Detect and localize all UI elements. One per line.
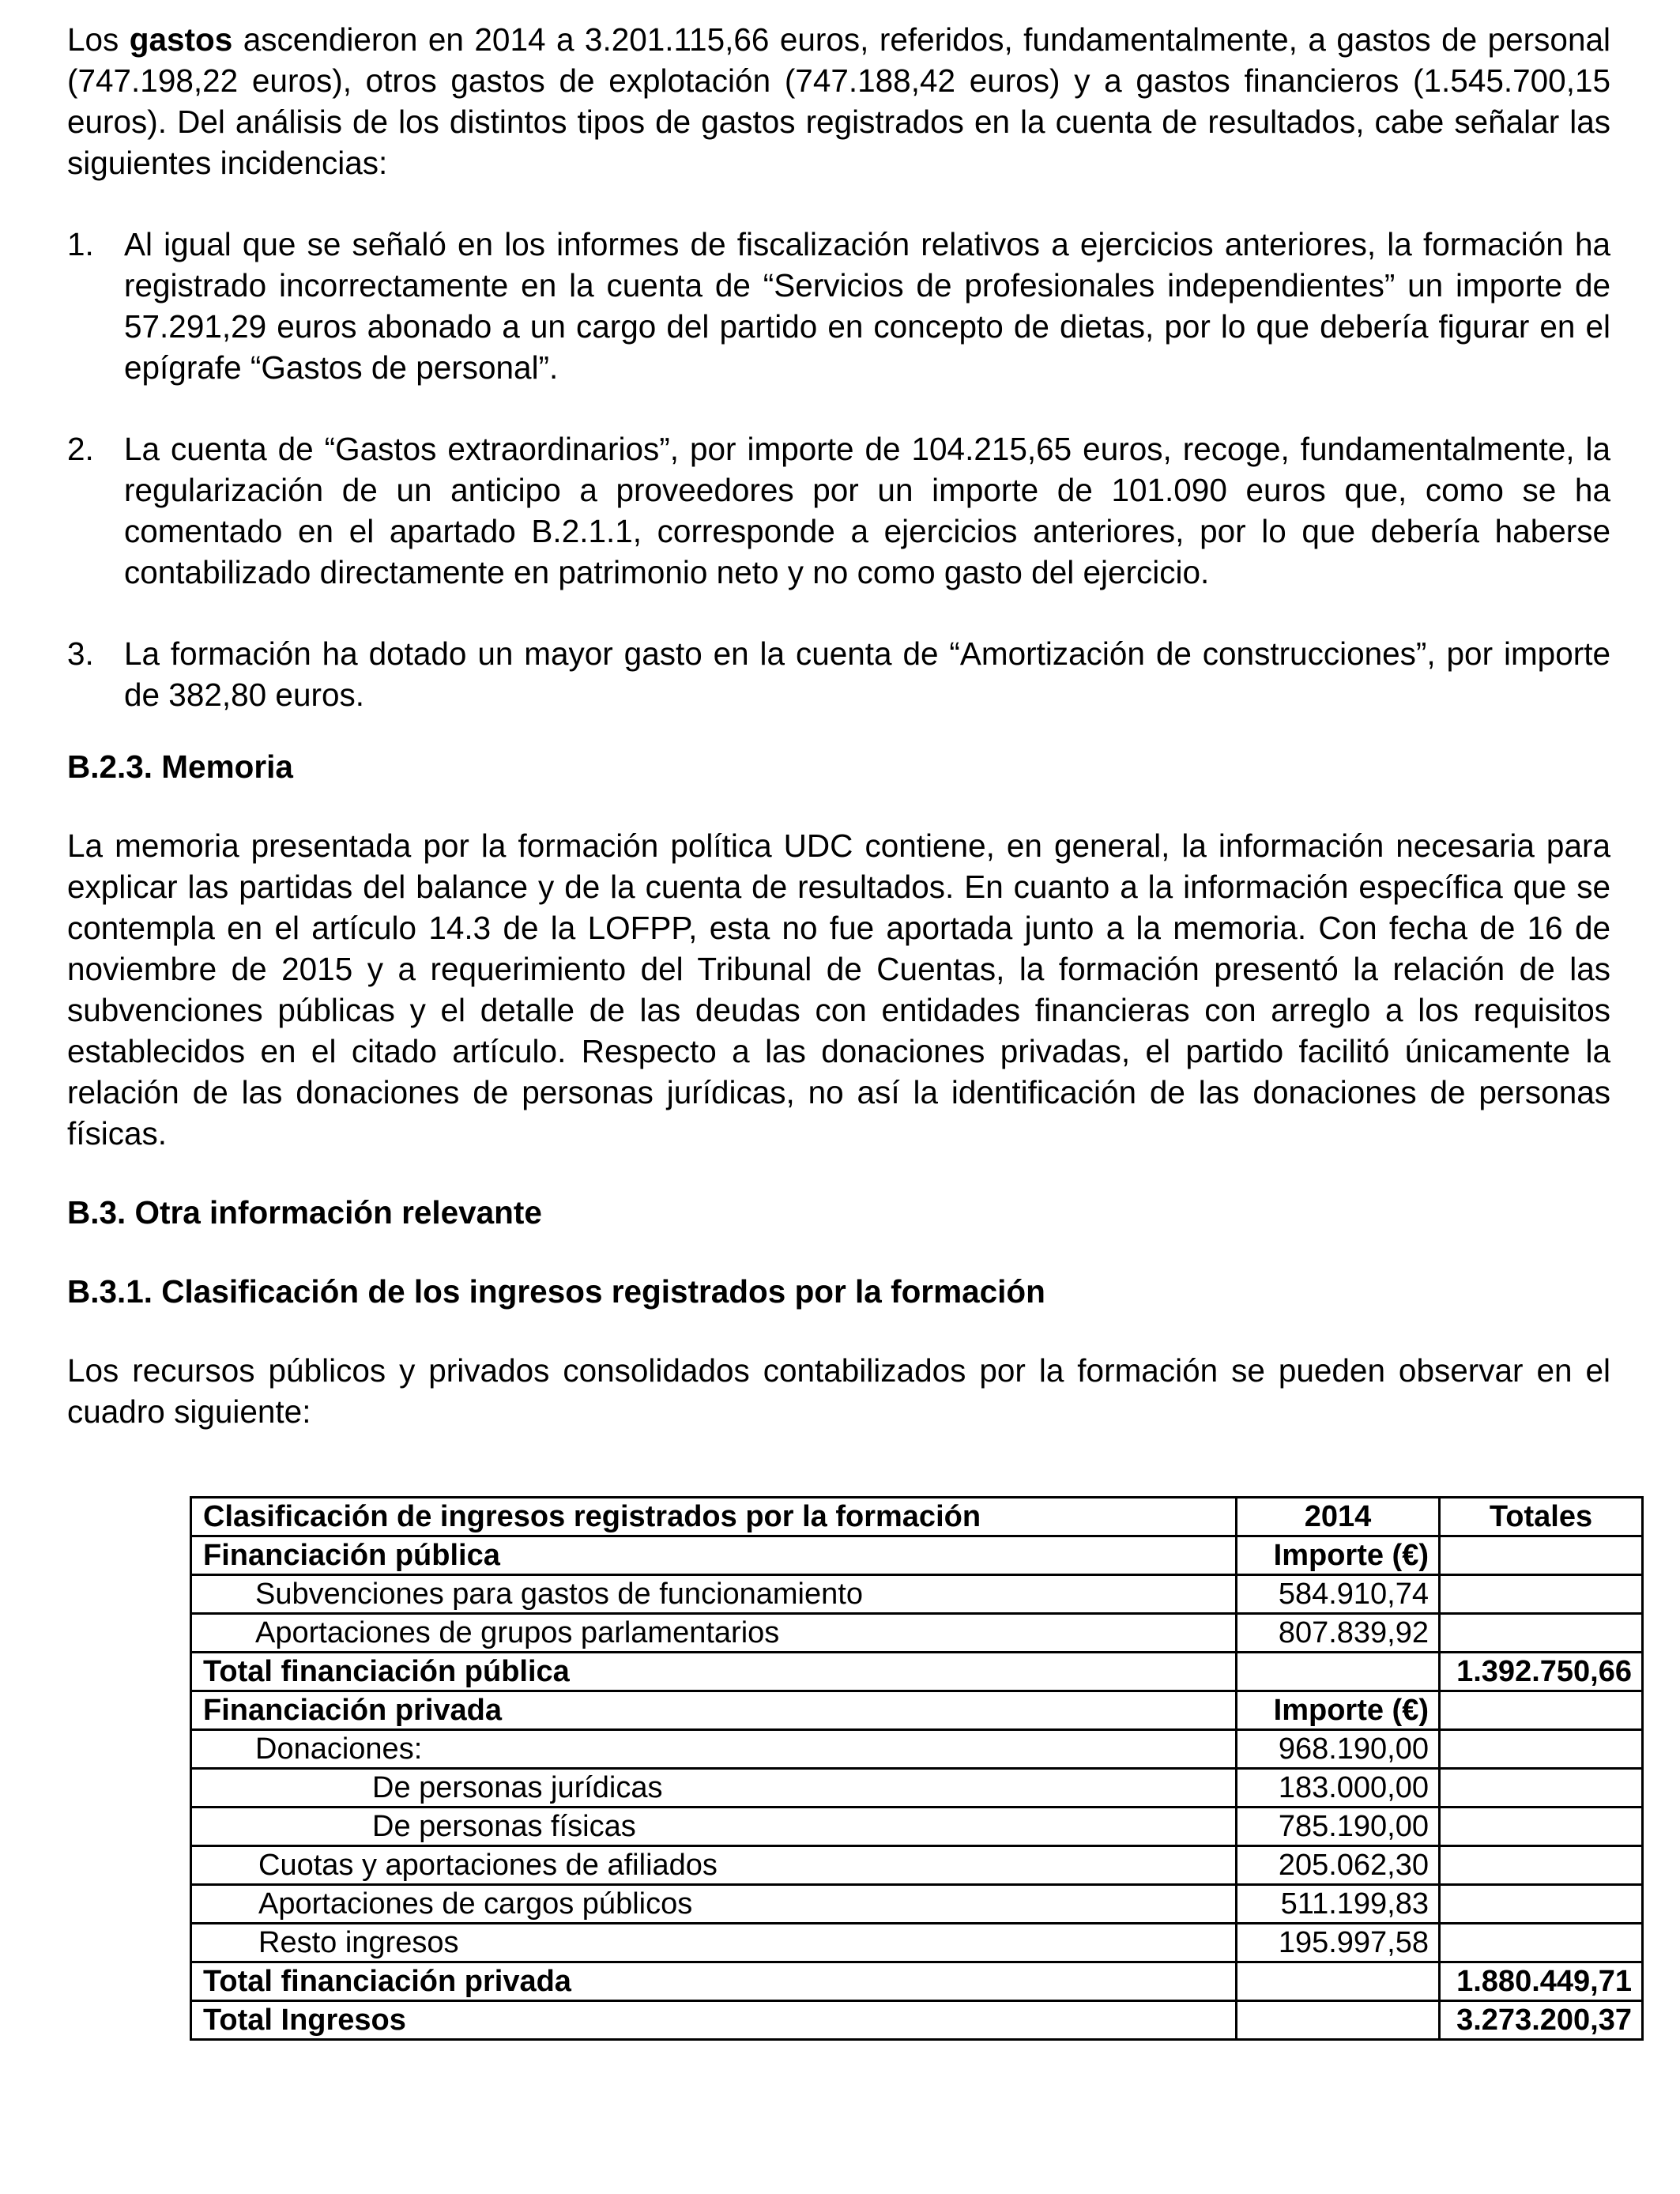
ingresos-table xyxy=(190,1496,1644,2041)
list-item xyxy=(67,224,1610,388)
table-row xyxy=(191,1536,1643,1575)
row-total-cell xyxy=(1440,1885,1643,1924)
row-label-cell: Total financiación pública xyxy=(191,1653,1237,1691)
section-heading-otra-informacion: B.3. Otra información relevante xyxy=(67,1194,542,1231)
table-row xyxy=(191,1614,1643,1653)
row-amount-cell: 807.839,92 xyxy=(1237,1614,1440,1653)
row-label-cell: Financiación pública xyxy=(191,1536,1237,1575)
table-header-row xyxy=(191,1498,1643,1536)
row-amount-cell: 968.190,00 xyxy=(1237,1730,1440,1769)
row-total-cell xyxy=(1440,1691,1643,1730)
row-amount-cell: Importe (€) xyxy=(1237,1536,1440,1575)
row-total-cell xyxy=(1440,1846,1643,1885)
list-item-number: 2. xyxy=(67,431,94,467)
incidencias-list xyxy=(67,224,1610,715)
table-row xyxy=(191,1730,1643,1769)
table-row xyxy=(191,1653,1643,1691)
paragraph-text: ascendieron en 2014 a 3.201.115,66 euros, referidos, fundamentalmente, a gastos de personal (747.198,22 euros), otros gastos de explotación (747.188,42 euros) y a gastos financieros (1.545.700,15 euros). Del análisis de los distintos tipos de gastos registrados en la cuenta de resultados, cabe señalar las siguientes incidencias: xyxy=(67,21,1610,181)
table-row xyxy=(191,1769,1643,1808)
list-item xyxy=(67,633,1610,715)
row-label-cell: Total Ingresos xyxy=(191,2001,1237,2040)
section-heading-clasificacion: B.3.1. Clasificación de los ingresos registrados por la formación xyxy=(67,1273,1045,1310)
row-label-cell: Donaciones: xyxy=(191,1730,1237,1769)
row-total-cell xyxy=(1440,1614,1643,1653)
row-amount-cell xyxy=(1237,2001,1440,2040)
table-row xyxy=(191,1691,1643,1730)
row-amount-cell: 183.000,00 xyxy=(1237,1769,1440,1808)
row-total-cell xyxy=(1440,1730,1643,1769)
row-amount-cell: 511.199,83 xyxy=(1237,1885,1440,1924)
row-amount-cell: Importe (€) xyxy=(1237,1691,1440,1730)
row-label-cell: Aportaciones de cargos públicos xyxy=(191,1885,1237,1924)
list-item-text: La cuenta de “Gastos extraordinarios”, por importe de 104.215,65 euros, recoge, fundamentalmente, la regularización de un anticipo a proveedores por un importe de 101.090 euros que, como se ha comentado en el apartado B.2.1.1, corresponde a ejercicios anteriores, por lo que debería haberse contabilizado directamente en patrimonio neto y no como gasto del ejercicio. xyxy=(124,431,1610,590)
table-row xyxy=(191,1575,1643,1614)
row-label-cell: Subvenciones para gastos de funcionamiento xyxy=(191,1575,1237,1614)
row-amount-cell xyxy=(1237,1962,1440,2001)
row-amount-cell: 584.910,74 xyxy=(1237,1575,1440,1614)
list-item-number: 3. xyxy=(67,635,94,672)
row-total-cell: 1.880.449,71 xyxy=(1440,1962,1643,2001)
row-total-cell xyxy=(1440,1769,1643,1808)
row-total-cell xyxy=(1440,1575,1643,1614)
table-row xyxy=(191,2001,1643,2040)
list-item-text: La formación ha dotado un mayor gasto en la cuenta de “Amortización de construcciones”, por importe de 382,80 euros. xyxy=(124,635,1610,713)
row-amount-cell: 785.190,00 xyxy=(1237,1808,1440,1846)
header-cell-year: 2014 xyxy=(1237,1498,1440,1536)
table-row xyxy=(191,1885,1643,1924)
row-label-cell: De personas físicas xyxy=(191,1808,1237,1846)
header-cell-totales: Totales xyxy=(1440,1498,1643,1536)
section-heading-memoria: B.2.3. Memoria xyxy=(67,748,293,785)
row-label-cell: De personas jurídicas xyxy=(191,1769,1237,1808)
row-label-cell: Cuotas y aportaciones de afiliados xyxy=(191,1846,1237,1885)
table-row xyxy=(191,1808,1643,1846)
row-label-cell: Resto ingresos xyxy=(191,1924,1237,1962)
row-amount-cell: 205.062,30 xyxy=(1237,1846,1440,1885)
list-item-text: Al igual que se señaló en los informes de fiscalización relativos a ejercicios anteriores, la formación ha registrado incorrectamente en la cuenta de “Servicios de profesionales independientes” un importe de 57.291,29 euros abonado a un cargo del partido en concepto de dietas, por lo que debería figurar en el epígrafe “Gastos de personal”. xyxy=(124,226,1610,386)
row-label-cell: Financiación privada xyxy=(191,1691,1237,1730)
memoria-paragraph: La memoria presentada por la formación política UDC contiene, en general, la información necesaria para explicar las partidas del balance y de la cuenta de resultados. En cuanto a la información específica que se contempla en el artículo 14.3 de la LOFPP, esta no fue aportada junto a la memoria. Con fecha de 16 de noviembre de 2015 y a requerimiento del Tribunal de Cuentas, la formación presentó la relación de las subvenciones públicas y el detalle de las deudas con entidades financieras con arreglo a los requisitos establecidos en el citado artículo. Respecto a las donaciones privadas, el partido facilitó únicamente la relación de las donaciones de personas jurídicas, no así la identificación de las donaciones de personas físicas. xyxy=(67,827,1610,1152)
table-row xyxy=(191,1924,1643,1962)
row-amount-cell xyxy=(1237,1653,1440,1691)
row-total-cell xyxy=(1440,1924,1643,1962)
list-item xyxy=(67,428,1610,593)
row-label-cell: Aportaciones de grupos parlamentarios xyxy=(191,1614,1237,1653)
document-page xyxy=(67,19,1610,1432)
clasificacion-paragraph: Los recursos públicos y privados consolidados contabilizados por la formación se pueden observar en el cuadro siguiente: xyxy=(67,1352,1610,1430)
gastos-paragraph xyxy=(67,19,1610,183)
row-total-cell: 1.392.750,66 xyxy=(1440,1653,1643,1691)
list-item-number: 1. xyxy=(67,226,94,262)
table-row xyxy=(191,1962,1643,2001)
row-total-cell xyxy=(1440,1536,1643,1575)
header-cell-clasificacion: Clasificación de ingresos registrados por la formación xyxy=(191,1498,1237,1536)
paragraph-lead: Los xyxy=(67,21,130,58)
row-amount-cell: 195.997,58 xyxy=(1237,1924,1440,1962)
row-label-cell: Total financiación privada xyxy=(191,1962,1237,2001)
row-total-cell xyxy=(1440,1808,1643,1846)
row-total-cell: 3.273.200,37 xyxy=(1440,2001,1643,2040)
paragraph-bold-term: gastos xyxy=(129,21,233,58)
table-row xyxy=(191,1846,1643,1885)
